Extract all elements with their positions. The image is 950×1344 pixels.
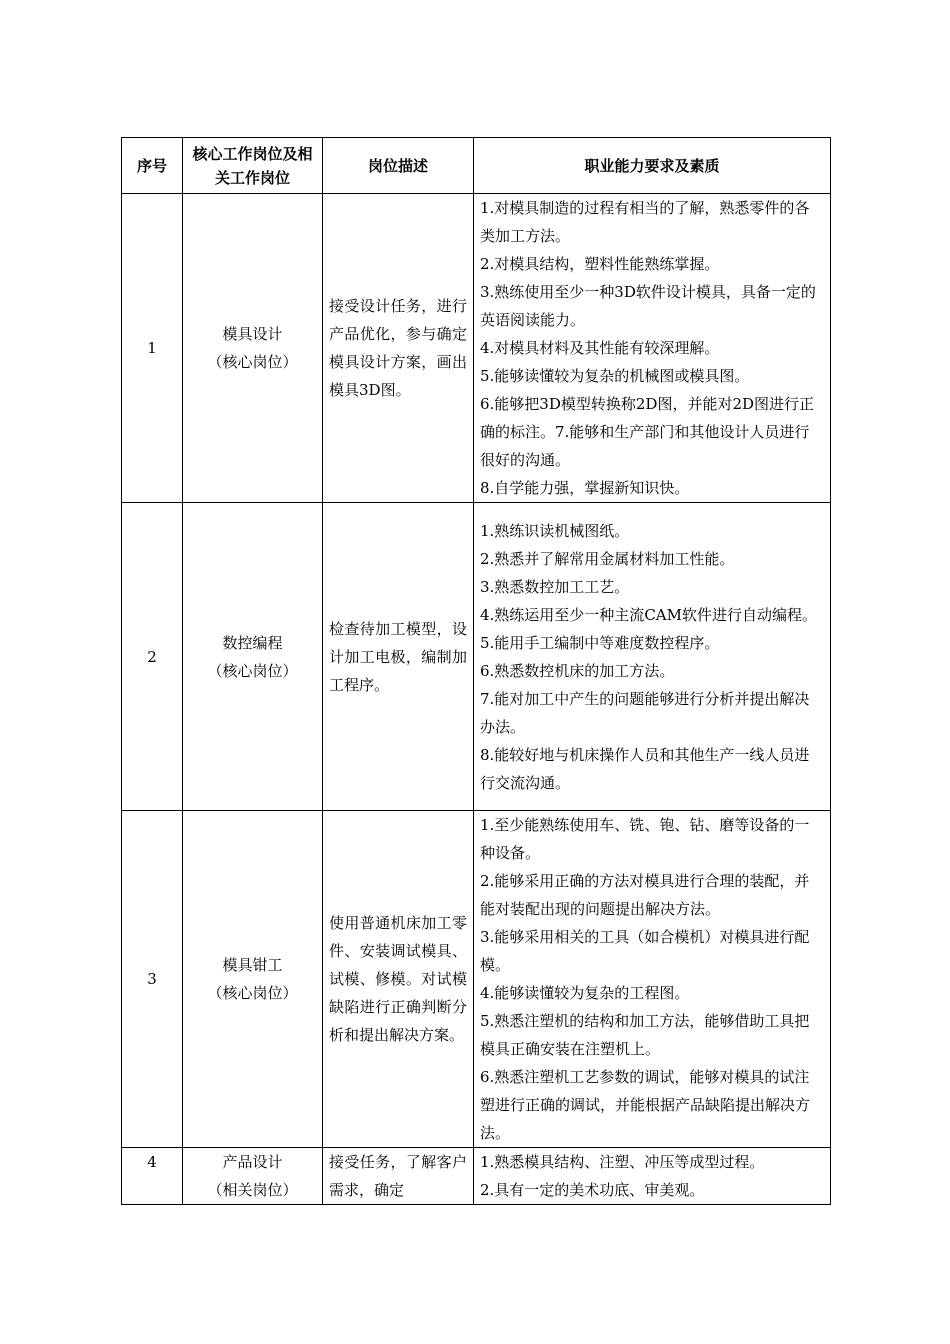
requirement-item: 8.能较好地与机床操作人员和其他生产一线人员进行交流沟通。 bbox=[480, 745, 810, 792]
row-requirements bbox=[474, 503, 831, 811]
requirement-item: 5.熟悉注塑机的结构和加工方法，能够借助工具把模具正确安装在注塑机上。 bbox=[480, 1012, 810, 1058]
row-requirements bbox=[474, 811, 831, 1148]
row-post bbox=[183, 194, 323, 503]
table-row bbox=[122, 1148, 831, 1205]
row-description: 检查待加工模型，设计加工电极，编制加工程序。 bbox=[323, 503, 474, 811]
description-text: 接受任务，了解客户需求，确定 bbox=[329, 1153, 467, 1199]
table-row bbox=[122, 811, 831, 1148]
requirement-item: 4.熟练运用至少一种主流CAM软件进行自动编程。 bbox=[480, 605, 817, 624]
row-post bbox=[183, 503, 323, 811]
post-name: 模具设计 bbox=[222, 325, 283, 343]
requirement-item: 6.熟悉数控机床的加工方法。 bbox=[480, 661, 675, 680]
requirement-item: 4.对模具材料及其性能有较深理解。 bbox=[480, 339, 720, 357]
requirement-item: 2.对模具结构，塑料性能熟练掌握。 bbox=[480, 255, 720, 273]
post-type: （核心岗位） bbox=[207, 353, 298, 371]
header-description: 岗位描述 bbox=[323, 138, 474, 194]
requirement-item: 2.熟悉并了解常用金属材料加工性能。 bbox=[480, 549, 735, 568]
row-requirements bbox=[474, 194, 831, 503]
requirement-item: 1.熟悉模具结构、注塑、冲压等成型过程。 bbox=[480, 1153, 765, 1171]
requirement-item: 7.能对加工中产生的问题能够进行分析并提出解决办法。 bbox=[480, 689, 810, 736]
post-name: 数控编程 bbox=[222, 633, 283, 652]
requirement-item: 2.能够采用正确的方法对模具进行合理的装配，并能对装配出现的问题提出解决方法。 bbox=[480, 872, 810, 918]
requirement-item: 8.自学能力强，掌握新知识快。 bbox=[480, 479, 690, 497]
requirement-item: 4.能够读懂较为复杂的工程图。 bbox=[480, 984, 690, 1002]
requirement-item: 1.至少能熟练使用车、铣、铇、钻、磨等设备的一种设备。 bbox=[480, 816, 810, 862]
requirement-item: 5.能够读懂较为复杂的机械图或模具图。 bbox=[480, 367, 750, 385]
requirement-item: 6.熟悉注塑机工艺参数的调试，能够对模具的试注塑进行正确的调试，并能根据产品缺陷提出解决方法。 bbox=[480, 1068, 811, 1142]
row-post bbox=[183, 811, 323, 1148]
header-post: 核心工作岗位及相关工作岗位 bbox=[183, 138, 323, 194]
requirement-item: 5.能用手工编制中等难度数控程序。 bbox=[480, 633, 720, 652]
row-requirements bbox=[474, 1148, 831, 1205]
table-row bbox=[122, 194, 831, 503]
post-type: （相关岗位） bbox=[207, 1181, 298, 1199]
post-name: 模具钳工 bbox=[222, 956, 283, 974]
row-seq: 3 bbox=[122, 811, 183, 1148]
row-description: 使用普通机床加工零件、安装调试模具、试模、修模。对试模缺陷进行正确判断分析和提出解决方案。 bbox=[323, 811, 474, 1148]
requirement-item: 3.能够采用相关的工具（如合模机）对模具进行配模。 bbox=[480, 928, 810, 974]
row-description: 接受设计任务，进行产品优化，参与确定模具设计方案，画出模具3D图。 bbox=[323, 194, 474, 503]
table-row bbox=[122, 503, 831, 811]
header-seq: 序号 bbox=[122, 138, 183, 194]
requirement-item: 3.熟悉数控加工工艺。 bbox=[480, 577, 630, 596]
header-requirements: 职业能力要求及素质 bbox=[474, 138, 831, 194]
job-requirements-table bbox=[121, 137, 831, 1205]
row-seq: 4 bbox=[122, 1148, 183, 1205]
post-name: 产品设计 bbox=[222, 1153, 283, 1171]
row-description bbox=[323, 1148, 474, 1205]
requirement-item: 3.熟练使用至少一种3D软件设计模具，具备一定的英语阅读能力。 bbox=[480, 283, 816, 329]
row-post bbox=[183, 1148, 323, 1205]
post-type: （核心岗位） bbox=[207, 984, 298, 1002]
requirement-item: 1.熟练识读机械图纸。 bbox=[480, 521, 630, 540]
requirement-item: 2.具有一定的美术功底、审美观。 bbox=[480, 1181, 705, 1199]
post-type: （核心岗位） bbox=[207, 661, 298, 680]
requirement-item: 6.能够把3D模型转换称2D图，并能对2D图进行正确的标注。7.能够和生产部门和其他设计人员进行很好的沟通。 bbox=[480, 395, 815, 469]
row-seq: 1 bbox=[122, 194, 183, 503]
row-seq: 2 bbox=[122, 503, 183, 811]
requirement-item: 1.对模具制造的过程有相当的了解，熟悉零件的各类加工方法。 bbox=[480, 199, 810, 245]
table-header-row bbox=[122, 138, 831, 194]
